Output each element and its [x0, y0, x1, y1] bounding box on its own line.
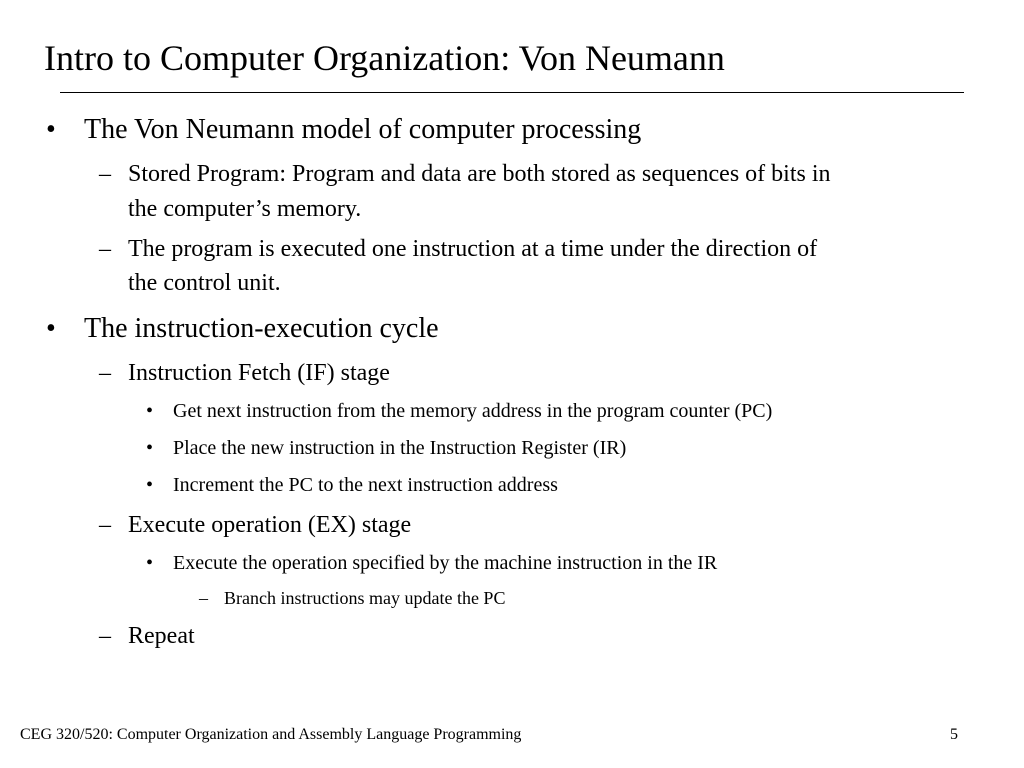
bullet-marker: •	[146, 552, 154, 574]
title-divider	[60, 92, 964, 93]
sub-stored-program-line1: Stored Program: Program and data are both stored as sequences of bits in	[128, 161, 831, 187]
dash-marker: –	[99, 623, 111, 649]
sub-stored-program-line2: the computer’s memory.	[128, 196, 362, 222]
dash-marker: –	[99, 161, 111, 187]
dash-marker: –	[99, 512, 111, 538]
slide-title: Intro to Computer Organization: Von Neumann	[44, 38, 725, 78]
page-number: 5	[950, 726, 958, 743]
dash-marker: –	[99, 236, 111, 262]
dash-marker: –	[99, 360, 111, 386]
sub-program-executed-line2: the control unit.	[128, 270, 281, 296]
sub-instruction-fetch-stage: Instruction Fetch (IF) stage	[128, 360, 390, 386]
item-place-new-instruction: Place the new instruction in the Instruction Register (IR)	[173, 437, 627, 459]
dash-marker: –	[199, 588, 208, 608]
sub-repeat: Repeat	[128, 623, 195, 649]
item-get-next-instruction: Get next instruction from the memory address in the program counter (PC)	[173, 400, 773, 422]
bullet-marker: •	[146, 474, 154, 496]
bullet-marker: •	[46, 114, 56, 145]
bullet-marker: •	[146, 400, 154, 422]
bullet-marker: •	[46, 313, 56, 344]
subitem-branch-instructions: Branch instructions may update the PC	[224, 588, 506, 608]
bullet-marker: •	[146, 437, 154, 459]
bullet-instruction-execution-cycle: The instruction-execution cycle	[84, 313, 439, 344]
item-increment-pc: Increment the PC to the next instruction address	[173, 474, 558, 496]
sub-execute-operation-stage: Execute operation (EX) stage	[128, 512, 412, 538]
sub-program-executed-line1: The program is executed one instruction at a time under the direction of	[128, 236, 818, 262]
footer-course-title: CEG 320/520: Computer Organization and Assembly Language Programming	[20, 726, 522, 743]
bullet-von-neumann-model: The Von Neumann model of computer processing	[84, 114, 642, 145]
item-execute-operation: Execute the operation specified by the machine instruction in the IR	[173, 552, 718, 574]
